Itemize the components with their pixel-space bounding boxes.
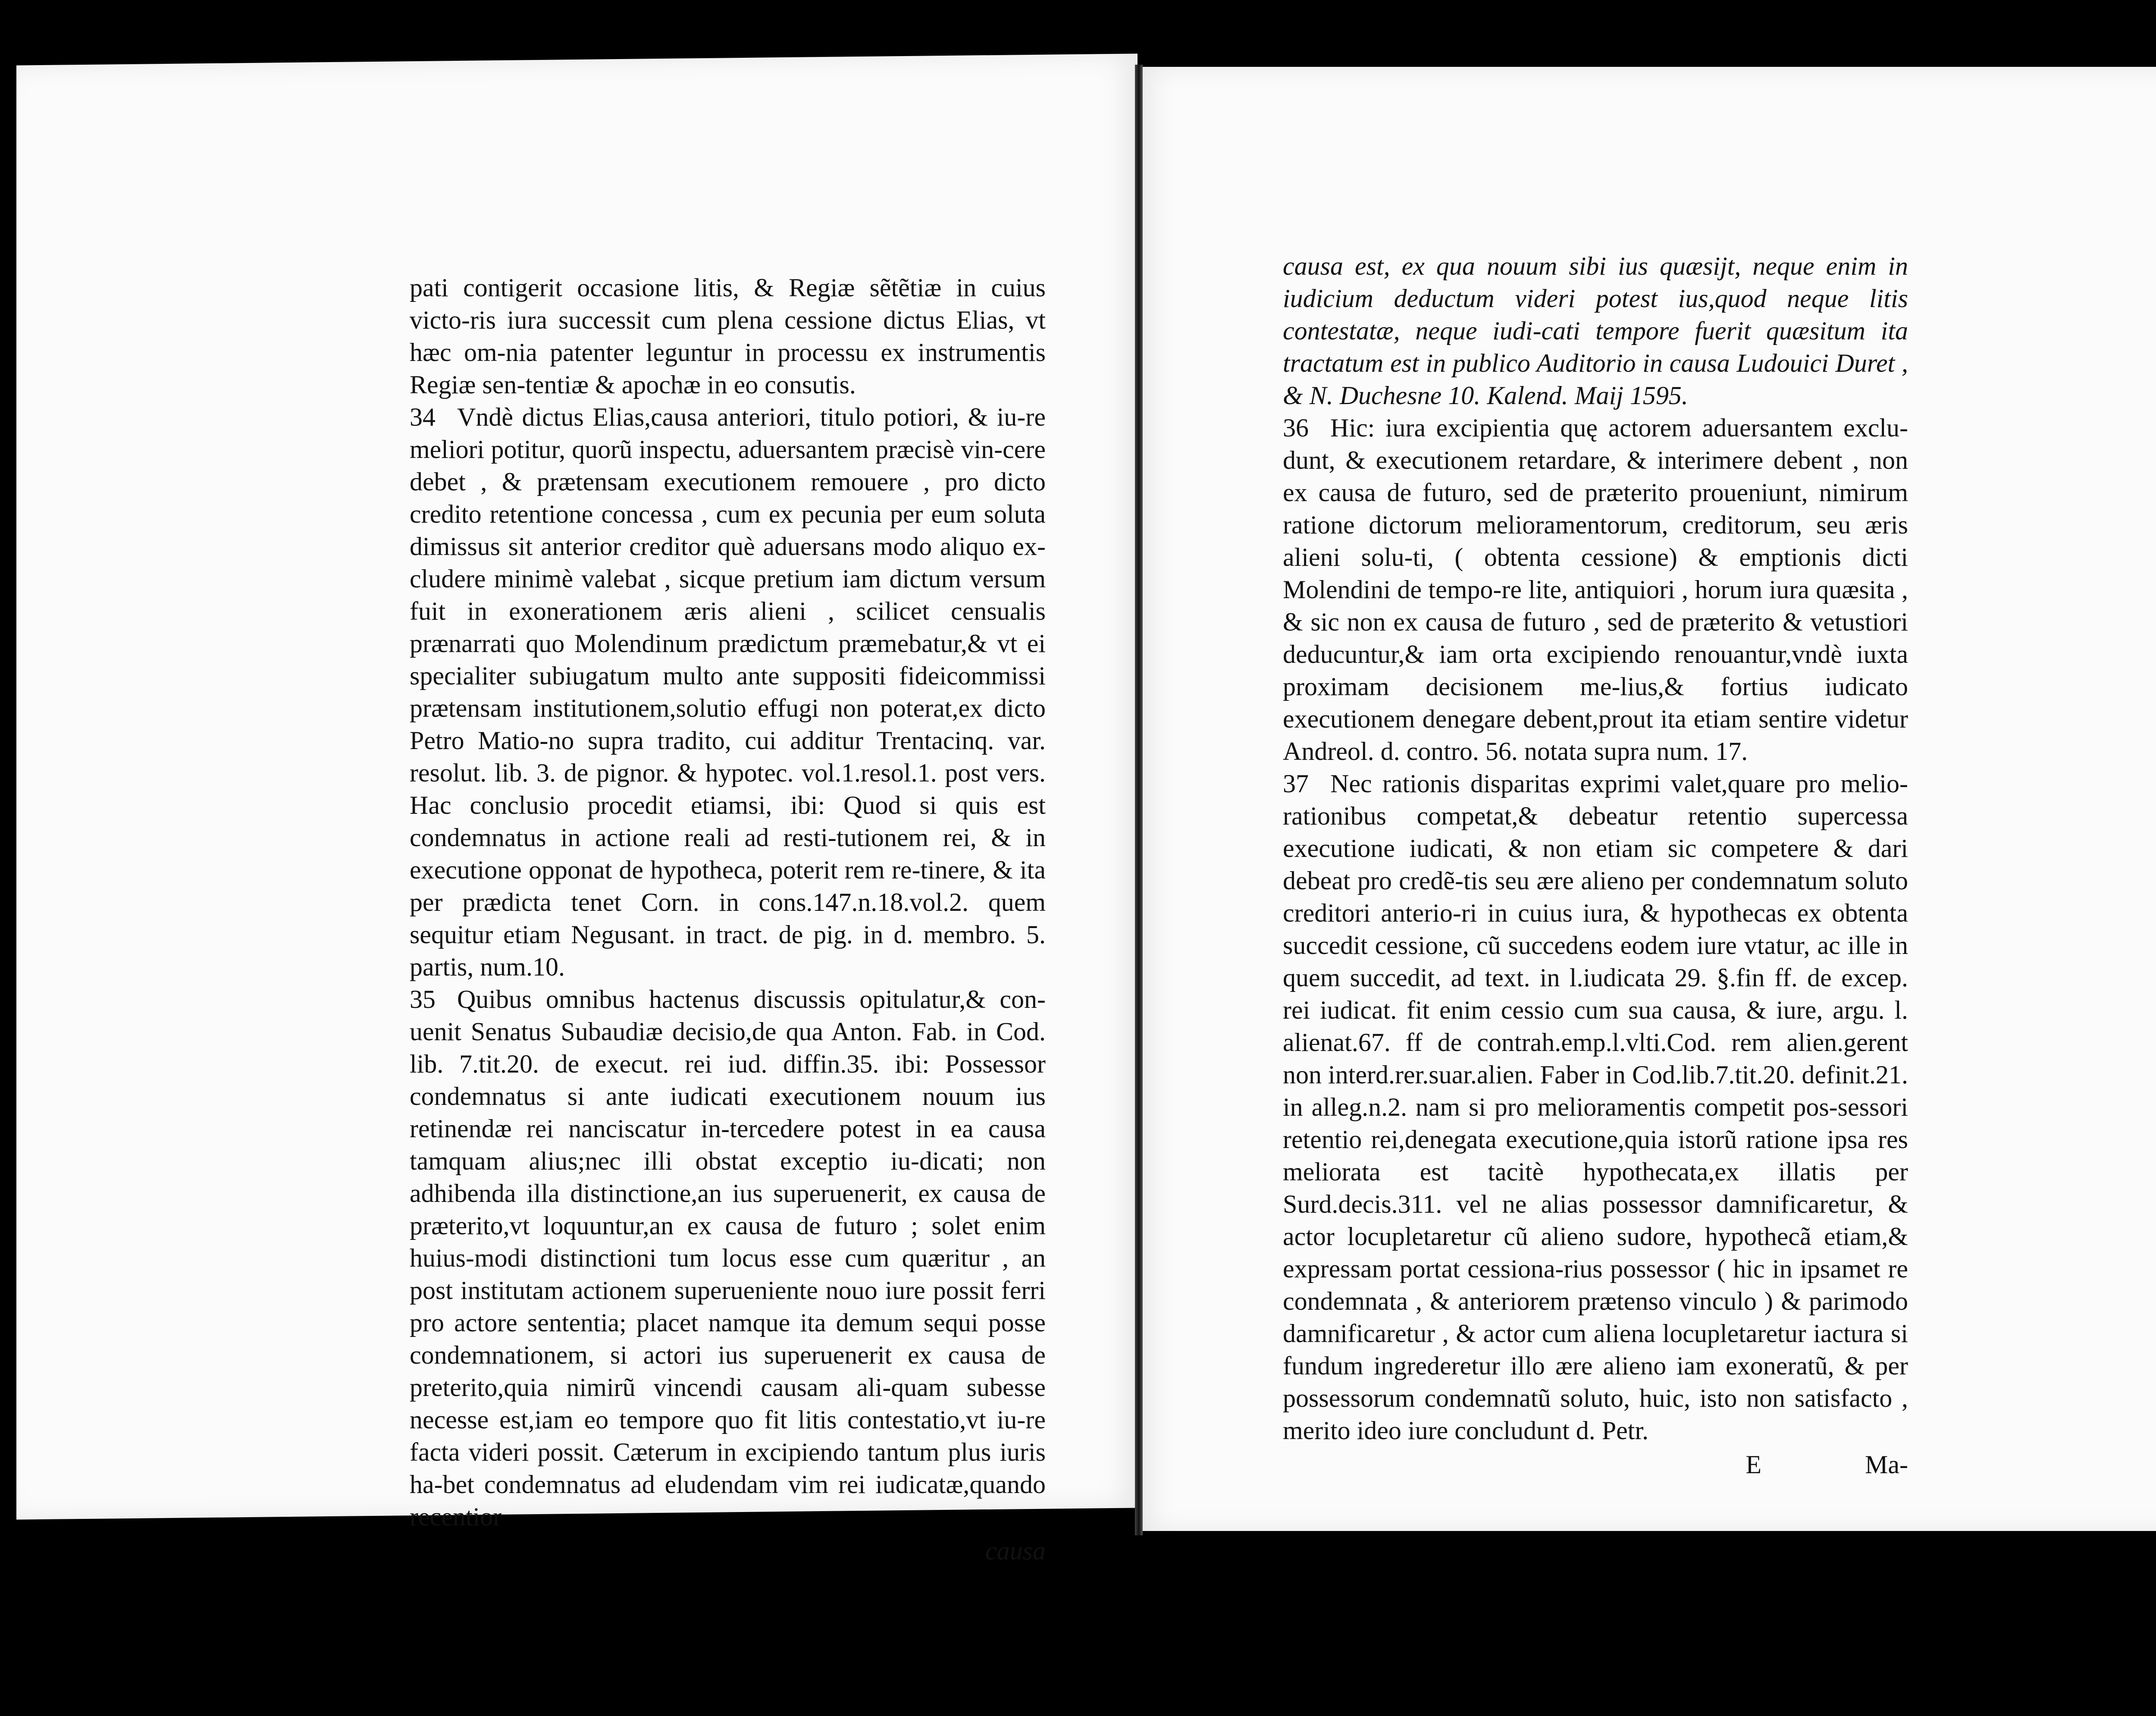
left-text-column xyxy=(410,272,1046,1567)
paragraph-text: Quibus omnibus hactenus discussis opitulatur,& con-uenit Senatus Subaudiæ decisio,de qua Anton. Fab. in Cod. lib. 7.tit.20. de execut. rei iud. diffin.35. ibi: Possessor condemnatus si ante iudicati executionem nouum ius retinendæ rei nanciscatur in-tercedere potest in ea causa tamquam alius;nec illi obstat exceptio iu-dicati; non adhibenda illa distinctione,an ius superuenerit, ex causa de præterito,vt loquuntur,an ex causa de futuro ; solet enim huius-modi distinctioni tum locus esse cum quæritur , an post institutam actionem superueniente nouo iure possit ferri pro actore sententia; placet namque ita demum sequi posse condemnationem, si actori ius superuenerit ex causa de preterito,quia nimirũ vincendi causam ali-quam subesse necesse est,iam eo tempore quo fit litis contestatio,vt iu-re facta videri possit. Cæterum in excipiendo tantum plus iuris ha-bet condemnatus ad eludendam vim rei iudicatæ,quando recentior xyxy=(410,985,1046,1531)
right-paragraph-1: causa est, ex qua nouum sibi ius quæsijt, neque enim in iudicium deductum videri potest ius,quod neque litis contestatæ, neque iudi-cati tempore fuerit quæsitum ita tractatum est in publico Auditorio in causa Ludouici Duret , & N. Duchesne 10. Kalend. Maij 1595. xyxy=(1283,252,1908,410)
left-paragraph-35 xyxy=(410,983,1046,1533)
paragraph-number: 34 xyxy=(410,403,436,431)
book-gutter xyxy=(1135,65,1143,1535)
paragraph-text: Hic: iura excipientia quę actorem aduersantem exclu-dunt, & executionem retardare, & interimere debent , non ex causa de futuro, sed de præterito proueniunt, nimirum ratione dictorum melioramentorum, creditorum, seu æris alieni solu-ti, ( obtenta cessione) & emptionis dicti Molendini de tempo-re lite, antiquiori , horum iura quæsita , & sic non ex causa de futuro , sed de præterito & vetustiori deducuntur,& iam orta excipiendo renouantur,vndè iuxta proximam decisionem me-lius,& fortius iudicato executionem denegare debent,prout ita etiam sentire videtur Andreol. d. contro. 56. notata supra num. 17. xyxy=(1283,414,1908,765)
paragraph-text: Vndè dictus Elias,causa anteriori, titulo potiori, & iu-re meliori potitur, quorũ inspectu, aduersantem præcisè vin-cere debet , & prætensam executionem remouere , pro dicto credito retentione concessa , cum ex pecunia per eum soluta dimissus sit anterior creditor què aduersans modo aliquo ex-cludere minimè valebat , sicque pretium iam dictum versum fuit in exonerationem æris alieni , scilicet censualis prænarrati quo Molendinum prædictum præmebatur,& vt ei specialiter subiugatum multo ante suppositi fideicommissi prætensam institutionem,solutio effugi non poterat,ex dicto Petro Matio-no supra tradito, cui additur Trentacinq. var. resolut. lib. 3. de pignor. & hypotec. vol.1.resol.1. post vers. Hac conclusio procedit etiamsi, ibi: Quod si quis est condemnatus in actione reali ad resti-tutionem rei, & in executione opponat de hypotheca, poterit rem re-tinere, & ita per prædicta tenet Corn. in cons.147.n.18.vol.2. quem sequitur etiam Negusant. in tract. de pig. in d. membro. 5. partis, num.10. xyxy=(410,403,1046,981)
left-paragraph-34 xyxy=(410,401,1046,983)
catchword: causa xyxy=(985,1537,1046,1565)
signature-mark: E xyxy=(1745,1450,1762,1479)
right-paragraph-37 xyxy=(1283,768,1908,1447)
paragraph-text: Nec rationis disparitas exprimi valet,quare pro melio-rationibus competat,& debeatur retentio supercessa executione iudicati, & non etiam sic competere & dari debeat pro credẽ-tis seu ære alieno per condemnatum soluto creditori anterio-ri in cuius iura, & hypothecas ex obtenta succedit cessione, cũ succedens eodem iure vtatur, ac ille in quem succedit, ad text. in l.iudicata 29. §.fin ff. de excep. rei iudicat. fit enim cessio cum sua causa, & iure, argu. l. alienat.67. ff de contrah.emp.l.vlti.Cod. rem alien.gerent non interd.rer.suar.alien. Faber in Cod.lib.7.tit.20. definit.21. in alleg.n.2. nam si pro melioramentis competit pos-sessori retentio rei,denegata executione,quia istorũ ratione ipsa res meliorata est tacitè hypothecata,ex illatis per Surd.decis.311. vel ne alias possessor damnificaretur, & actor locupletaretur cũ alieno sudore, hypothecã etiam,& expressam portat cessiona-rius possessor ( hic in ipsamet re condemnata , & anteriorem prætenso vinculo ) & parimodo damnificaretur , & actor cum aliena locupletaretur iactura si fundum ingrederetur illo ære alieno iam exoneratũ, & per possessorum condemnatũ soluto, huic, isto non satisfacto , merito ideo iure concludunt d. Petr. xyxy=(1283,769,1908,1445)
page-footer xyxy=(1283,1449,1908,1481)
right-paragraph-36 xyxy=(1283,412,1908,768)
paragraph-number: 37 xyxy=(1283,769,1309,798)
right-text-column xyxy=(1283,250,1908,1481)
catchword: Ma- xyxy=(1865,1450,1908,1479)
left-paragraph-1: pati contigerit occasione litis, & Regiæ sẽtẽtiæ in cuius victo-ris iura successit cum plena cessione dictus Elias, vt hæc om-nia patenter leguntur in processu ex instrumentis Regiæ sen-tentiæ & apochæ in eo consutis. xyxy=(410,273,1046,399)
paragraph-number: 36 xyxy=(1283,414,1309,442)
paragraph-number: 35 xyxy=(410,985,436,1013)
